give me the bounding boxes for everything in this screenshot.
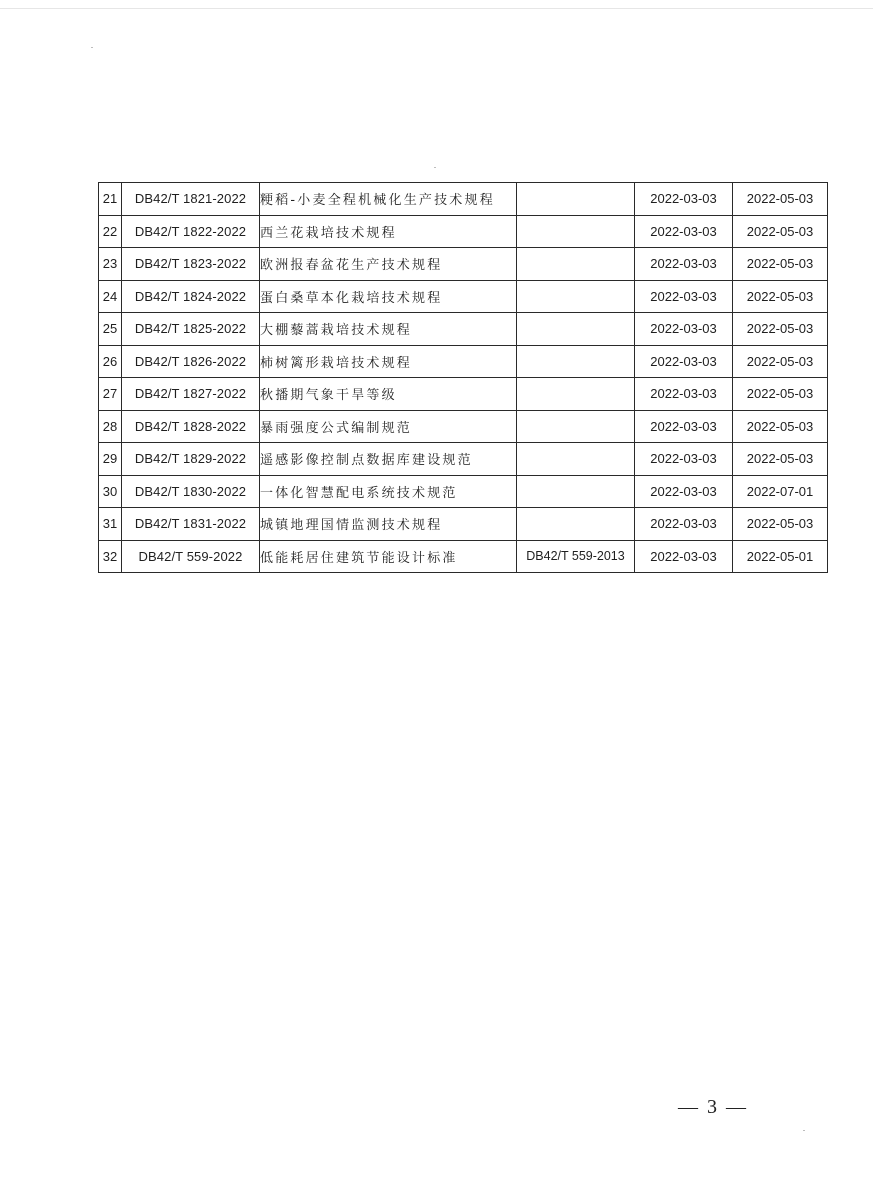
table-row [99,215,828,248]
row-number: 23 [99,248,122,281]
replaced-standard [517,248,635,281]
replaced-standard [517,280,635,313]
row-number: 31 [99,508,122,541]
replaced-standard [517,183,635,216]
row-number: 26 [99,345,122,378]
standard-code: DB42/T 1825-2022 [122,313,260,346]
standard-name: 秋播期气象干旱等级 [260,378,517,411]
table-row [99,410,828,443]
effective-date: 2022-07-01 [733,475,828,508]
standard-code: DB42/T 1826-2022 [122,345,260,378]
effective-date: 2022-05-03 [733,215,828,248]
table-row [99,475,828,508]
table-row [99,540,828,573]
replaced-standard [517,313,635,346]
replaced-standard [517,378,635,411]
replaced-standard [517,215,635,248]
scan-speck [91,47,93,48]
row-number: 28 [99,410,122,443]
issue-date: 2022-03-03 [635,443,733,476]
table-row [99,183,828,216]
effective-date: 2022-05-03 [733,378,828,411]
standards-table [98,182,828,573]
standard-name: 西兰花栽培技术规程 [260,215,517,248]
issue-date: 2022-03-03 [635,215,733,248]
standard-code: DB42/T 1824-2022 [122,280,260,313]
table-row [99,443,828,476]
standard-name: 暴雨强度公式编制规范 [260,410,517,443]
scan-speck [803,1130,805,1131]
standard-code: DB42/T 1831-2022 [122,508,260,541]
replaced-standard [517,410,635,443]
table-row [99,508,828,541]
issue-date: 2022-03-03 [635,508,733,541]
issue-date: 2022-03-03 [635,378,733,411]
standard-code: DB42/T 1828-2022 [122,410,260,443]
scan-speck [434,167,436,168]
table-row [99,248,828,281]
replaced-standard: DB42/T 559-2013 [517,540,635,573]
table-row [99,345,828,378]
row-number: 29 [99,443,122,476]
effective-date: 2022-05-03 [733,508,828,541]
standard-name: 欧洲报春盆花生产技术规程 [260,248,517,281]
replaced-standard [517,443,635,476]
table-row [99,378,828,411]
effective-date: 2022-05-03 [733,410,828,443]
standard-code: DB42/T 1823-2022 [122,248,260,281]
row-number: 25 [99,313,122,346]
standard-name: 城镇地理国情监测技术规程 [260,508,517,541]
row-number: 24 [99,280,122,313]
standard-name: 大棚藜蒿栽培技术规程 [260,313,517,346]
effective-date: 2022-05-03 [733,280,828,313]
table-row [99,313,828,346]
issue-date: 2022-03-03 [635,410,733,443]
effective-date: 2022-05-03 [733,248,828,281]
issue-date: 2022-03-03 [635,475,733,508]
issue-date: 2022-03-03 [635,345,733,378]
standard-code: DB42/T 1827-2022 [122,378,260,411]
standard-name: 柿树篱形栽培技术规程 [260,345,517,378]
standard-code: DB42/T 1822-2022 [122,215,260,248]
effective-date: 2022-05-01 [733,540,828,573]
replaced-standard [517,475,635,508]
row-number: 30 [99,475,122,508]
row-number: 27 [99,378,122,411]
effective-date: 2022-05-03 [733,443,828,476]
effective-date: 2022-05-03 [733,183,828,216]
table-row [99,280,828,313]
standard-name: 一体化智慧配电系统技术规范 [260,475,517,508]
issue-date: 2022-03-03 [635,540,733,573]
replaced-standard [517,508,635,541]
scan-edge-line [0,8,873,9]
standard-name: 蛋白桑草本化栽培技术规程 [260,280,517,313]
effective-date: 2022-05-03 [733,345,828,378]
page-number: — 3 — [678,1096,748,1118]
row-number: 21 [99,183,122,216]
standard-code: DB42/T 1821-2022 [122,183,260,216]
issue-date: 2022-03-03 [635,183,733,216]
standard-code: DB42/T 559-2022 [122,540,260,573]
issue-date: 2022-03-03 [635,313,733,346]
row-number: 32 [99,540,122,573]
standards-table-body [99,183,828,573]
effective-date: 2022-05-03 [733,313,828,346]
standard-code: DB42/T 1829-2022 [122,443,260,476]
standard-name: 遥感影像控制点数据库建设规范 [260,443,517,476]
standard-name: 粳稻-小麦全程机械化生产技术规程 [260,183,517,216]
row-number: 22 [99,215,122,248]
replaced-standard [517,345,635,378]
issue-date: 2022-03-03 [635,248,733,281]
standard-code: DB42/T 1830-2022 [122,475,260,508]
issue-date: 2022-03-03 [635,280,733,313]
standard-name: 低能耗居住建筑节能设计标准 [260,540,517,573]
